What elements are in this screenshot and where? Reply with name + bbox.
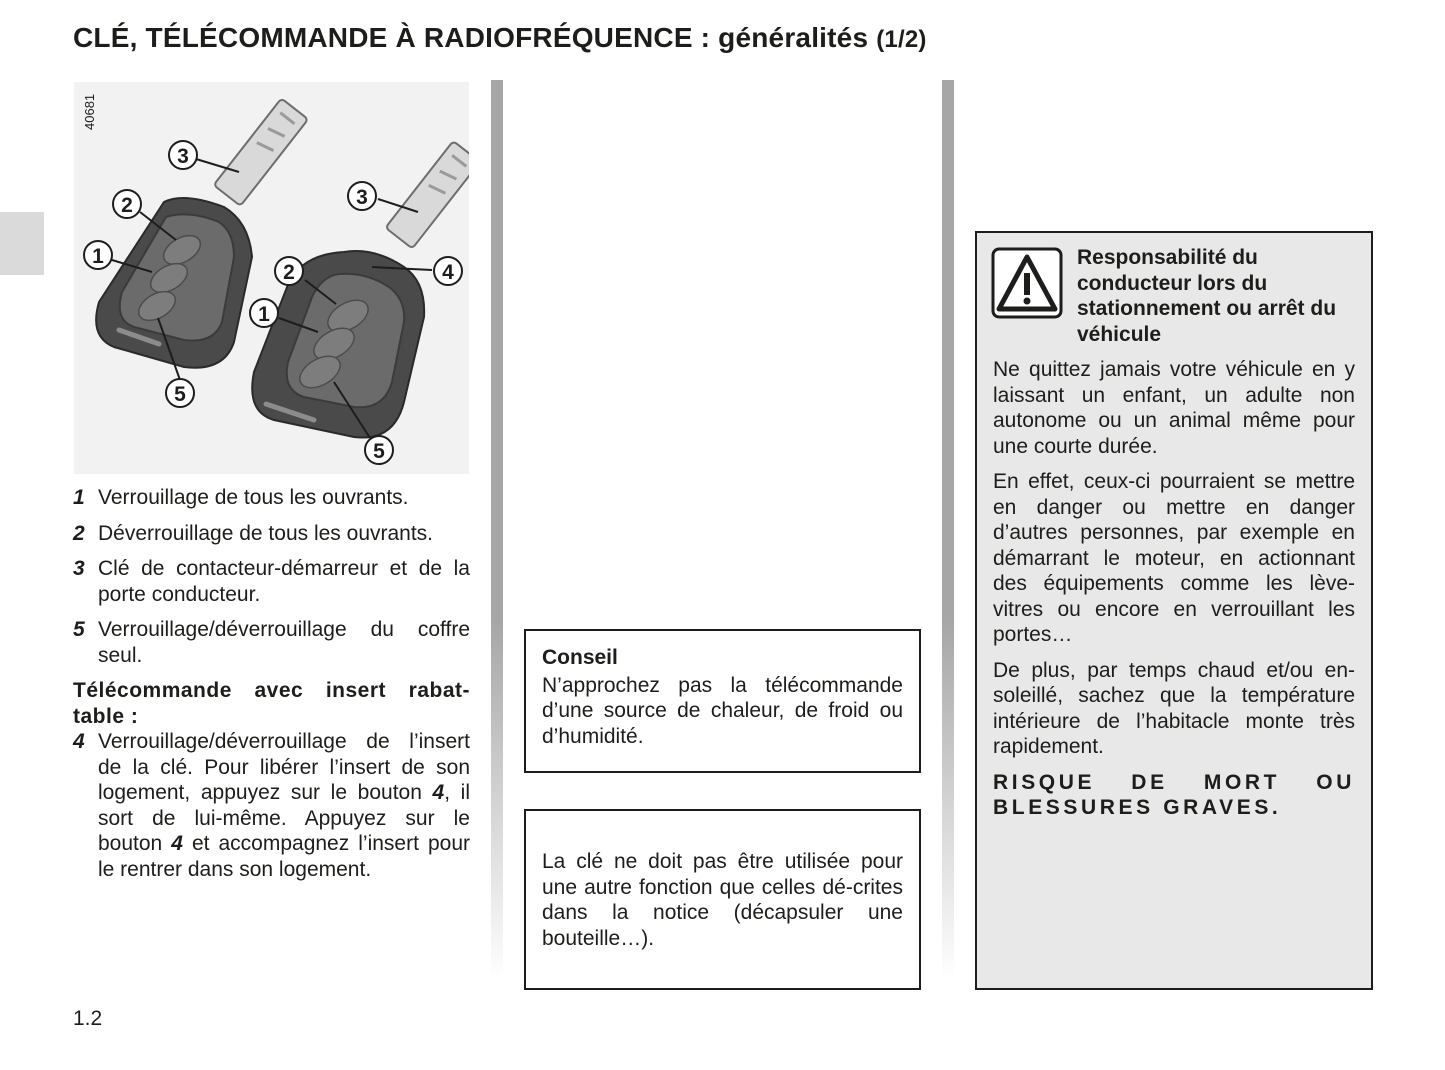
button-ref: 4 xyxy=(171,832,183,855)
callout-1-right: 1 xyxy=(258,303,270,326)
legend-item xyxy=(73,617,470,668)
page-title-text: CLÉ, TÉLÉCOMMANDE À RADIOFRÉQUENCE : généralités xyxy=(73,22,869,53)
legend-item xyxy=(73,556,470,607)
page-title xyxy=(73,22,927,54)
legend-text: Clé de contacteur-démarreur et de la porte conducteur. xyxy=(98,557,470,606)
legend-item xyxy=(73,521,470,547)
legend-text: Verrouillage de tous les ouvrants. xyxy=(98,486,409,509)
legend-list xyxy=(73,485,470,882)
key-usage-note xyxy=(524,809,921,990)
warning-risk: RISQUE DE MORT OU BLESSURES GRAVES. xyxy=(993,770,1355,819)
advice-text: N’approchez pas la télécommande d’une source de chaleur, de froid ou d’humidité. xyxy=(542,673,903,748)
warning-paragraph-3: De plus, par temps chaud et/ou en-soleillé, sachez que la température intérieure de l’habitacle monte très rapidement. xyxy=(993,658,1355,758)
chapter-tab xyxy=(0,212,44,275)
warning-paragraph-2: En effet, ceux-ci pourraient se mettre en danger ou mettre en danger d’autres personnes, par exemple en démarrant le moteur, en actionnant des équipements comme les lève-vitres ou encore en verrouillant les portes… xyxy=(993,470,1355,646)
illustration-ref: 40681 xyxy=(82,93,97,130)
advice-title: Conseil xyxy=(542,646,618,669)
callout-5-left: 5 xyxy=(174,383,186,406)
legend-num: 3 xyxy=(73,557,85,580)
warning-triangle-icon xyxy=(991,247,1063,319)
page-number: 1.2 xyxy=(73,1007,103,1030)
legend-item xyxy=(73,485,470,511)
legend-num: 2 xyxy=(73,521,85,545)
callout-1-left: 1 xyxy=(92,245,104,268)
legend-num: 4 xyxy=(73,730,85,753)
callout-2-right: 2 xyxy=(283,261,295,284)
callout-5-right: 5 xyxy=(373,440,385,463)
legend-text-c: et accompagnez l’insert pour le rentrer dans son logement. xyxy=(98,832,470,881)
callout-3-left: 3 xyxy=(177,145,189,168)
callout-3-right: 3 xyxy=(356,186,368,209)
callout-4-right: 4 xyxy=(442,261,454,284)
callout-2-left: 2 xyxy=(121,194,133,217)
section-subheading: Télécommande avec insert rabat-table : xyxy=(73,679,470,728)
advice-box xyxy=(524,629,921,773)
key-usage-text: La clé ne doit pas être utilisée pour une autre fonction que celles dé-crites dans la notice (décapsuler une bouteille…). xyxy=(542,850,903,950)
warning-title: Responsabilité du conducteur lors du stationnement ou arrêt du véhicule xyxy=(1077,246,1337,346)
key-illustration xyxy=(74,82,469,474)
legend-text-b: , il sort de lui-même. Appuyez sur le bouton xyxy=(98,781,470,855)
legend-num: 5 xyxy=(73,618,85,641)
warning-paragraph-1: Ne quittez jamais votre véhicule en y laissant un enfant, un adulte non autonome ou un animal même pour une courte durée. xyxy=(993,358,1355,458)
button-ref: 4 xyxy=(432,781,445,804)
warning-box xyxy=(975,231,1373,990)
column-divider-1 xyxy=(491,80,503,980)
page-title-part: (1/2) xyxy=(876,26,927,53)
legend-item-4 xyxy=(73,729,470,882)
legend-text-a: Verrouillage/déverrouillage de l’insert de la clé. Pour libérer l’insert de son logement, appuyez sur le bouton xyxy=(98,730,470,804)
column-divider-2 xyxy=(942,80,954,980)
legend-text: Déverrouillage de tous les ouvrants. xyxy=(98,521,434,545)
legend-text: Verrouillage/déverrouillage du coffre seul. xyxy=(98,618,470,667)
legend-num: 1 xyxy=(73,486,85,509)
